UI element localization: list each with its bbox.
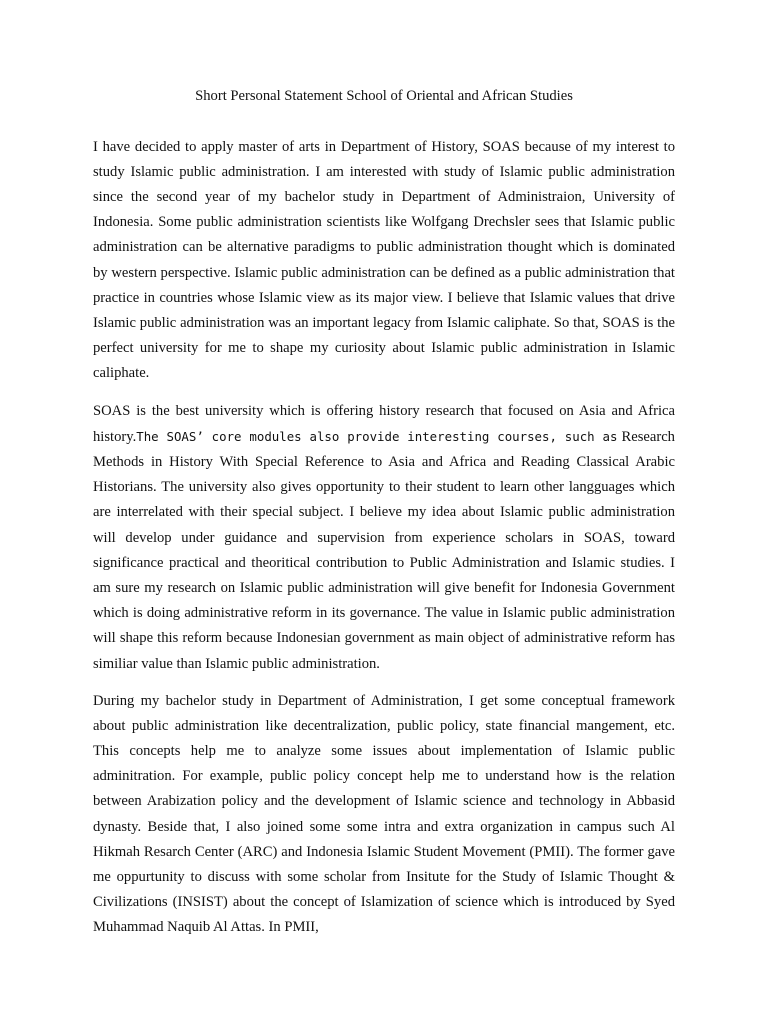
paragraph-2-mono-sentence: The SOAS’ core modules also provide interesting courses, such as [136,428,618,444]
paragraph-2-part-b: Research Methods in History With Special Reference to Asia and Africa and Reading Classical Arabic Historians. The university also gives opportunity to their student to learn other langguages which are interrelated with their special subject. I believe my idea about Islamic public administration will develop under guidance and supervision from experience scholars in SOAS, toward significance practical and theoritical contribution to Public Administration and Islamic studies. I am sure my research on Islamic public administration will give benefit for Indonesia Government which is doing administrative reform in its governance. The value in Islamic public administration will shape this reform because Indonesian government as main object of administrative reform has similiar value than Islamic public administration. [93,428,675,672]
paragraph-1: I have decided to apply master of arts in Department of History, SOAS because of my interest to study Islamic public administration. I am interested with study of Islamic public administration since the second year of my bachelor study in Department of Administraion, University of Indonesia. Some public administration scientists like Wolfgang Drechsler sees that Islamic public administration can be alternative paradigms to public administration thought which is dominated by western perspective. Islamic public administration can be defined as a public administration that practice in countries whose Islamic view as its major view. I believe that Islamic values that drive Islamic public administration was an important legacy from Islamic caliphate. So that, SOAS is the perfect university for me to shape my curiosity about Islamic public administration in Islamic caliphate. [93,138,675,382]
paragraph-2 [93,399,675,677]
paragraph-2-part-a: SOAS is the best university which is offering history research that focused on Asia and Africa history. [93,402,675,445]
document-title: Short Personal Statement School of Oriental and African Studies [195,88,573,104]
paragraph-3: During my bachelor study in Department of Administration, I get some conceptual framework about public administration like decentralization, public policy, state financial mangement, etc. This concepts help me to analyze some issues about implementation of Islamic public adminitration. For example, public policy concept help me to understand how is the relation between Arabization policy and the development of Islamic science and technology in Abbasid dynasty. Beside that, I also joined some some intra and extra organization in campus such Al Hikmah Resarch Center (ARC) and Indonesia Islamic Student Movement (PMII). The former gave me oppurtunity to discuss with some scholar from Insitute for the Study of Islamic Thought & Civilizations (INSIST) about the concept of Islamization of science which is introduced by Syed Muhammad Naquib Al Attas. In PMII, [93,692,675,936]
